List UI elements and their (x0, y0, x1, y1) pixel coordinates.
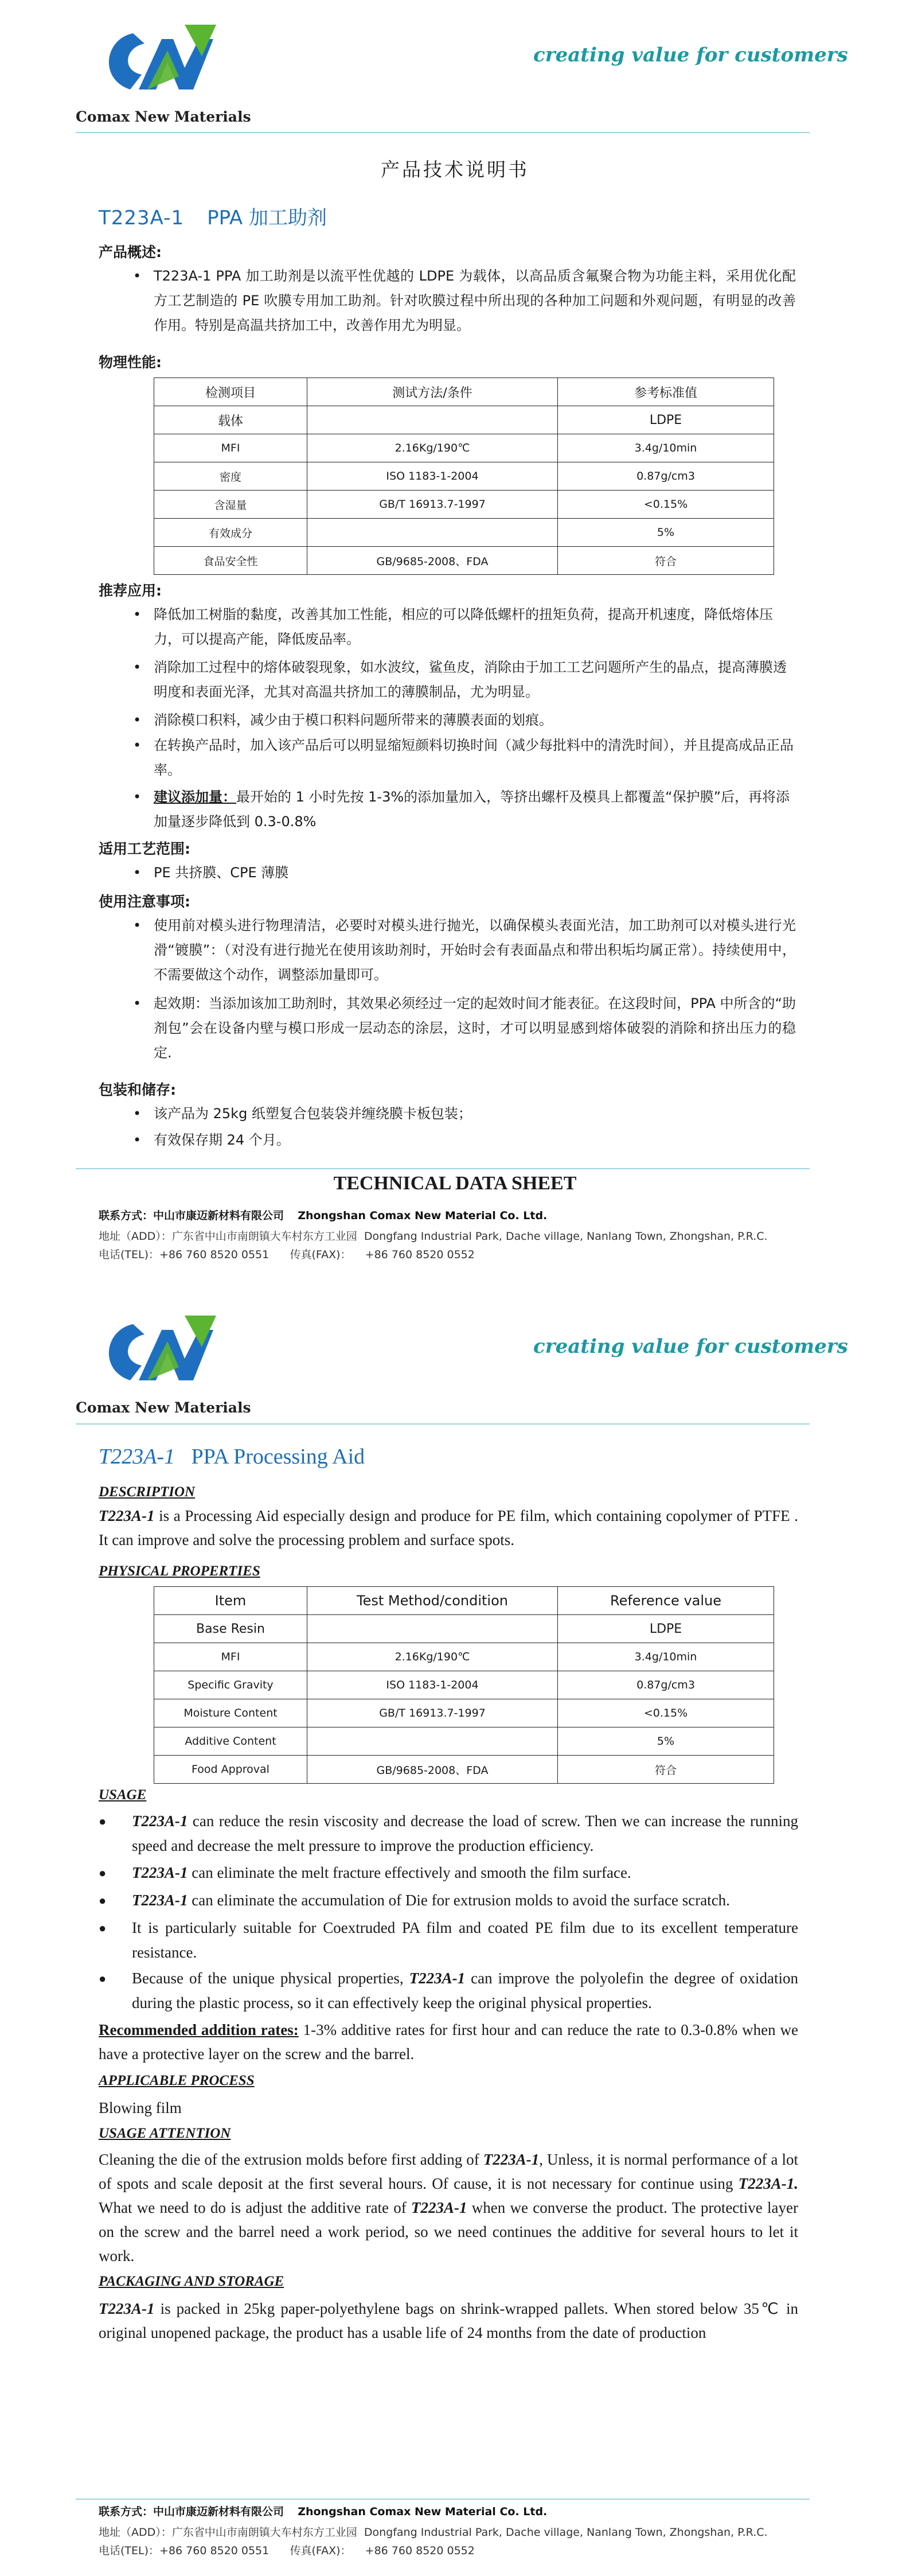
table-row: 含湿量 GB/T 16913.7-1997 <0.15% (154, 491, 774, 519)
product-name: PPA Processing Aid (191, 1445, 365, 1469)
process-heading: APPLICABLE PROCESS (99, 2073, 255, 2088)
table-row: 密度 ISO 1183-1-2004 0.87g/cm3 (154, 462, 774, 491)
footer-phone: 电话(TEL)：+86 760 8520 0551 传真(FAX)： +86 760 8520 0552 (99, 2544, 475, 2557)
dosage-text: Recommended addition rates: 1-3% additive rates for first hour and can reduce the rate to 0.3-0.8% when we have a protective layer on the screw and the barrel. (99, 2021, 798, 2063)
footer-address: 地址（ADD）：广东省中山市南朗镇大车村东方工业园 Dongfang Industrial Park, Dache village, Nanlang Town, Zhongshan, P.R.C. (99, 1230, 768, 1243)
logo-mark-icon (99, 22, 225, 102)
footer-address: 地址（ADD）：广东省中山市南朗镇大车村东方工业园 Dongfang Industrial Park, Dache village, Nanlang Town, Zhongshan, P.R.C. (99, 2526, 768, 2539)
company-logo (76, 22, 259, 125)
table-row: Specific Gravity ISO 1183-1-2004 0.87g/cm3 (154, 1671, 774, 1699)
usage-item: • 在转换产品时，加入该产品后可以明显缩短颜料切换时间（减少每批料中的清洗时间），并且提高成品正品率。 (133, 737, 794, 778)
packaging-item: • 该产品为 25kg 纸塑复合包装袋并缠绕膜卡板包装； (133, 1106, 472, 1122)
footer-phone: 电话(TEL)：+86 760 8520 0551 传真(FAX)： +86 760 8520 0552 (99, 1248, 475, 1261)
usage-item: ● It is particularly suitable for Coextruded PA film and coated PE film due to its excellent temperature resistance. (99, 1919, 798, 1961)
packaging-item: • 有效保存期 24 个月。 (133, 1132, 290, 1148)
packaging-heading: PACKAGING AND STORAGE (99, 2274, 284, 2289)
packaging-heading: 包装和储存: (99, 1081, 176, 1098)
process-heading: 适用工艺范围: (99, 840, 190, 857)
usage-item: ● T223A-1 can eliminate the melt fracture effectively and smooth the film surface. (99, 1864, 631, 1881)
attention-heading: USAGE ATTENTION (99, 2126, 231, 2141)
table-row: Additive Content 5% (154, 1727, 774, 1756)
process-text: Blowing film (99, 2099, 182, 2116)
logo-text: Comax New Materials (76, 1399, 251, 1416)
footer-divider (76, 2499, 810, 2500)
physical-properties-heading: PHYSICAL PROPERTIES (99, 1563, 260, 1579)
logo-mark-icon (99, 1313, 225, 1393)
table-row: Food Approval GB/9685-2008、FDA 符合 (154, 1756, 774, 1784)
table-header-row: Item Test Method/condition Reference value (154, 1587, 774, 1615)
table-header-row: 检测项目 测试方法/条件 参考标准值 (154, 378, 774, 406)
usage-item: ● T223A-1 can eliminate the accumulation of Die for extrusion molds to avoid the surface scratch. (99, 1892, 730, 1909)
product-code: T223A-1 (99, 207, 185, 229)
dosage-item: • 建议添加量：最开始的 1 小时先按 1-3%的添加量加入，等挤出螺杆及模具上都覆盖“保护膜”后，再将添加量逐步降低到 0.3-0.8% (133, 789, 790, 830)
footer-divider (76, 1168, 810, 1169)
product-title (99, 202, 327, 230)
attention-heading: 使用注意事项: (99, 893, 190, 910)
usage-item: ● Because of the unique physical properties, T223A-1 can improve the polyolefin the degree of oxidation during the plastic process, so it can effectively keep the original physical properties. (99, 1970, 798, 2011)
usage-item: ● T223A-1 can reduce the resin viscosity and decrease the load of screw. Then we can increase the running speed and decrease the melt pressure to improve the production efficiency. (99, 1812, 798, 1854)
overview-text: • T223A-1 PPA 加工助剂是以流平性优越的 LDPE 为载体，以高品质含氟聚合物为功能主料，采用优化配方工艺制造的 PE 吹膜专用加工助剂。针对吹膜过程中所出现的各种加工问题和外观问题，有明显的改善作用。特别是高温共挤加工中，改善作用尤为明显。 (133, 268, 796, 333)
tds-title: TECHNICAL DATA SHEET (333, 1173, 577, 1194)
usage-heading: USAGE (99, 1787, 147, 1803)
table-row: Base Resin LDPE (154, 1615, 774, 1643)
table-row: 有效成分 5% (154, 519, 774, 547)
usage-item: • 降低加工树脂的黏度，改善其加工性能，相应的可以降低螺杆的扭矩负荷，提高开机速度，降低熔体压力，可以提高产能，降低废品率。 (133, 606, 773, 647)
document-title: 产品技术说明书 (381, 158, 529, 181)
dosage-label: Recommended addition rates: (99, 2021, 299, 2038)
logo-text: Comax New Materials (76, 108, 251, 125)
table-row: Moisture Content GB/T 16913.7-1997 <0.15% (154, 1699, 774, 1727)
header-divider (76, 1423, 810, 1425)
attention-text: Cleaning the die of the extrusion molds before first adding of T223A-1, Unless, it is normal performance of a lot of spots and scale deposit at the first several hours. Of cause, it is not necessary for continue using T223A-1. What we need to do is adjust the additive rate of T223A-1 when we converse the product. The protective layer on the screw and the barrel need a work period, so we need continues the additive for several hours to let it work. (99, 2151, 798, 2264)
table-row: MFI 2.16Kg/190℃ 3.4g/10min (154, 434, 774, 462)
table-row: 食品安全性 GB/9685-2008、FDA 符合 (154, 547, 774, 575)
usage-item: • 消除加工过程中的熔体破裂现象，如水波纹，鲨鱼皮，消除由于加工工艺问题所产生的晶点，提高薄膜透明度和表面光泽，尤其对高温共挤加工的薄膜制品，尤为明显。 (133, 659, 787, 700)
product-name: PPA 加工助剂 (207, 207, 327, 229)
table-row: MFI 2.16Kg/190℃ 3.4g/10min (154, 1643, 774, 1671)
dosage-label: 建议添加量： (154, 789, 236, 805)
attention-item: • 起效期：当添加该加工助剂时，其效果必须经过一定的起效时间才能表征。在这段时间，PPA 中所含的“助剂包”会在设备内壁与模口形成一层动态的涂层，这时，才可以明显感到熔体破裂的消除和挤出压力的稳定. (133, 995, 796, 1061)
properties-table-en (154, 1586, 774, 1784)
physical-properties-heading: 物理性能: (99, 354, 162, 371)
table-row: 载体 LDPE (154, 406, 774, 434)
properties-table-cn (154, 378, 774, 575)
product-title (99, 1444, 365, 1469)
header-divider (76, 132, 810, 133)
usage-heading: 推荐应用: (99, 582, 162, 599)
attention-item: • 使用前对模头进行物理清洁，必要时对模头进行抛光，以确保模头表面光洁，加工助剂可以对模头进行光滑“镀膜”：（对没有进行抛光在使用该助剂时，开始时会有表面晶点和带出积垢均属正常）。持续使用中，不需要做这个动作，调整添加量即可。 (133, 917, 796, 983)
page-english (0, 1282, 910, 2576)
description-heading: DESCRIPTION (99, 1484, 196, 1500)
product-code: T223A-1 (99, 1445, 175, 1469)
usage-item: • 消除模口积料，减少由于模口积料问题所带来的薄膜表面的划痕。 (133, 712, 553, 728)
footer-contact: 联系方式：中山市康迈新材料有限公司 Zhongshan Comax New Material Co. Ltd. (99, 1209, 548, 1222)
overview-heading: 产品概述: (99, 244, 162, 260)
slogan: creating value for customers (533, 1335, 848, 1358)
company-logo (76, 1313, 259, 1416)
slogan: creating value for customers (533, 44, 848, 67)
process-item: • PE 共挤膜、CPE 薄膜 (133, 865, 289, 881)
description-text: T223A-1 is a Processing Aid especially design and produce for PE film, which containing copolymer of PTFE . It can improve and solve the processing problem and surface spots. (99, 1507, 798, 1548)
footer-contact: 联系方式：中山市康迈新材料有限公司 Zhongshan Comax New Material Co. Ltd. (99, 2505, 548, 2518)
packaging-text: T223A-1 is packed in 25kg paper-polyethylene bags on shrink-wrapped pallets. When stored below 35℃ in original unopened package, the product has a usable life of 24 months from the date of production (99, 2300, 798, 2341)
page-chinese (0, 0, 910, 1282)
